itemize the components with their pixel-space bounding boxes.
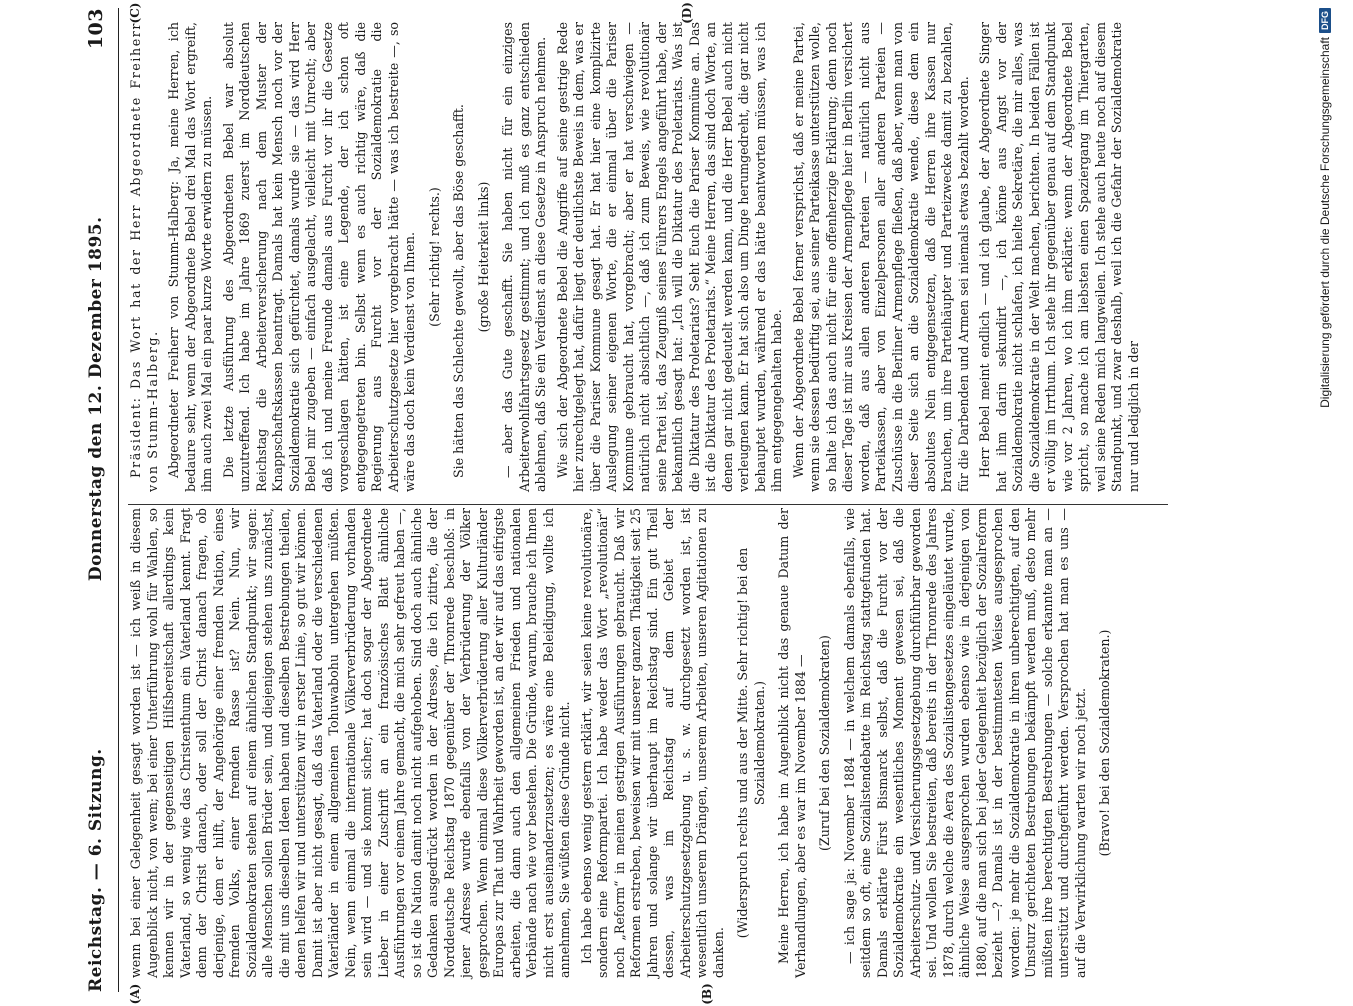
margin-marker-b: (B)	[700, 983, 714, 1005]
paragraph: Die letzte Ausführung des Abgeordneten Bebel war absolut unzutreffend. Ich habe im Jahre 1869 zuerst im Norddeutschen Reichstag die Arbeiterversicherung nach dem Muster der Knappschaftskassen beantragt. Damals hat kein Mensch noch vor der Sozialdemokratie sich gefürchtet, damals wurde sie — das wird Herr Bebel mir zugeben — einfach ausgelacht, vielleicht mit Unrecht; aber daß ich und meine Freunde damals aus Furcht vor ihr die Gesetze vorgeschlagen hätten, ist eine Legende, der ich schon oft entgegengetreten bin. Selbst wenn es auch richtig wäre, daß die Regierung aus Furcht vor der Sozialdemokratie die Arbeiterschutzgesetze hier vorgebracht hätte — was ich bestreite —, so wäre das doch kein Verdienst von Ihnen.	[220, 22, 417, 492]
paragraph: — aber das Gute geschafft. Sie haben nicht für ein einziges Arbeiterwohlfahrtsgesetz gestimmt; und ich muß es ganz entschieden ablehnen, daß Sie ein Verdienst an diese Gesetze in Anspruch nehmen.	[500, 22, 548, 492]
header-rule	[118, 8, 119, 992]
paragraph: Wie sich der Abgeordnete Bebel die Angriffe auf seine gestrige Rede hier zurechtgelegt hat, dafür liegt der deutlichste Beweis in dem, was er über die Pariser Kommune gesagt hat. Er hat hier eine komplizirte Auslegung seiner eigenen Worte, die er einmal über die Pariser Kommune gebraucht hat, vorgebracht; aber er hat verschwiegen — natürlich nicht absichtlich —, daß ich zum Beweis, wie revolutionär seine Partei ist, das Zeugniß seines Führers Engels angeführt habe, der bekanntlich gesagt hat: „Ich will die Diktatur des Proletariats. Was ist die Diktatur des Proletariats? Seht Euch die Pariser Kommüne an. Das ist die Diktatur des Proletariats.“ Meine Herren, das sind doch Worte, an denen gar nicht gedeutelt werden kann, und die Herr Bebel auch nicht verleugnen kann. Er hat sich also um Dinge herumgedreht, die gar nicht behauptet wurden, während er das hätte beantworten müssen, was ich ihm entgegengehalten habe.	[554, 22, 784, 492]
page-number: 103	[85, 8, 107, 50]
interjection: (Widerspruch rechts und aus der Mitte. Sehr richtig! bei den Sozialdemokraten.)	[735, 547, 767, 939]
paragraph: Meine Herren, ich habe im Augenblick nicht das genaue Datum der Verhandlungen, aber es war im November 1884 —	[776, 508, 808, 978]
interjection: (Sehr richtig! rechts.)	[426, 187, 442, 327]
paragraph: Ich habe ebenso wenig gestern erklärt, wir seien keine revolutionäre, sondern eine Reformpartei. Ich habe weder das Wort „revolutionär“ noch „Reform“ in meinen gestrigen Ausführungen gebraucht. Daß wir Reformen erstreben, beweisen wir mit unserer ganzen Thätigkeit seit 25 Jahren und solange wir überhaupt im Reichstag sind. Ein gut Theil dessen, was im Reichstag auf dem Gebiet der Arbeiterschutzgesetzgebung u. s. w. durchgesetzt worden ist, ist wesentlich unserem Drängen, unserem Arbeiten, unseren Agitationen zu danken.	[578, 508, 726, 978]
paragraph: wenn bei einer Gelegenheit gesagt worden ist — ich weiß in diesem Augenblick nicht, von wem; bei einer Unterführung wohl für Wahlen, so kennen wir in der gegenseitigen Hilfsbereitschaft allerdings kein Vaterland, so wenig wie das Christenthum ein Vaterland kennt. Fragt denn der Christ danach, oder soll der Christ danach fragen, ob derjenige, dem er hilft, der Angehörige einer fremden Nation, eines fremden Volks, einer fremden Rasse ist? Nein. Nun, wir Sozialdemokraten stehen auf einem ähnlichen Standpunkt; wir sagen: alle Menschen sollen Brüder sein, und diejenigen stehen uns zunächst, die mit uns dieselben Ideen haben und dieselben Bestrebungen theilen, denen helfen wir und unterstützen wir in erster Linie, so gut wir können. Damit ist aber nicht gesagt, daß das Vaterland oder die verschiedenen Vaterländer in einem allgemeinen Tohuwabohu untergehen müßten. Nein, wenn einmal die internationale Völkerverbrüderung vorhanden sein wird — und sie kommt sicher; hat doch sogar der Abgeordnete Lieber in einer Zuschrift an ein französisches Blatt ähnliche Ausführungen vor einem Jahre gemacht, die mich sehr gefreut haben —, so ist die Nation damit noch nicht aufgehoben. Sind doch auch ähnliche Gedanken ausgedrückt worden in der Adresse, die ich zitirte, die der Norddeutsche Reichstag 1870 gegenüber der Thronrede beschloß: in jener Adresse wurde ebenfalls von der Verbrüderung der Völker gesprochen. Wenn einmal diese Völkerverbrüderung aller Kulturländer Europas zur That und Wahrheit geworden ist, an der wir auf das eifrigste arbeiten, die dann auch den allgemeinen Frieden und nationalen Verbände nach wie vor bestehen. Die Gründe, warum, brauche ich Ihnen nicht erst auseinanderzusetzen; es wäre eine Beleidigung, wollte ich annehmen, Sie wüßten diese Gründe nicht.	[128, 508, 572, 978]
paragraph: Wenn der Abgeordnete Bebel ferner versprichst, daß er meine Partei, wenn sie dessen bedürftig sei, aus seiner Parteikasse unterstützen wolle, so halte ich das auch nicht für eine offenherzige Erklärung; denn noch dieser Tage ist mir aus Kreisen der Armenpflege hier in Berlin versichert worden, daß aus allen anderen Parteien — natürlich nicht aus Parteikassen, aber von Einzelpersonen aller anderen Parteien — Zuschüsse in die Berliner Armenpflege fließen, daß aber, wenn man von dieser Seite sich an die Sozialdemokratie wende, diese dem ein absolutes Nein entgegensetzen, daß die Herren ihre Kassen nur brauchen, um ihre Parteihäupter und Parteizwecke damit zu bezahlen, für die Darbenden und Armen sei niemals etwas bezahlt worden.	[790, 22, 971, 492]
paragraph: Herr Bebel meint endlich — und ich glaube, der Abgeordnete Singer hat ihm darin sekundirt —, ich könne aus Angst vor der Sozialdemokratie nicht schlafen, ich hielte Sekretäre, die mir alles, was die Sozialdemokratie in der Welt machen, berichten. In beiden Fällen ist er völlig im Irrthum. Ich stehe ihr gegenüber genau auf dem Standpunkt wie vor 2 Jahren, wo ich ihm erklärte: wenn der Abgeordnete Bebel spricht, so mache ich am liebsten einen Spaziergang im Thiergarten, weil seine Reden mich langweilen. Ich stehe auch heute noch auf diesem Standpunkt, und zwar deshalb, weil ich die Gefahr der Sozialdemokratie nur und lediglich in der	[977, 22, 1141, 492]
paragraph: Abgeordneter Freiherr von Stumm-Halberg: Ja, meine Herren, ich bedaure sehr, wenn der Abgeordnete Bebel drei Mal das Wort ergreift, ihm auch zwei Mal ein paar kurze Worte erwidern zu müssen.	[166, 22, 214, 492]
right-column	[128, 22, 1147, 492]
interjection: (große Heiterkeit links)	[475, 181, 491, 333]
interjection: (Bravo! bei den Sozialdemokraten.)	[1097, 629, 1112, 857]
paragraph: — ich sage ja: November 1884 — in welchem damals ebenfalls, wie seitdem so oft, eine Sozialistendebatte im Reichstag stattgefunden hat. Damals erklärte Fürst Bismarck selbst, daß die Furcht vor der Sozialdemokratie ein wesentliches Moment gewesen sei, daß die Arbeiterschutz- und Versicherungsgesetzgebung durchführbar geworden sei. Und wollen Sie bestreiten, daß bereits in der Thronrede des Jahres 1878, durch welche die Aera des Sozialistengesetzes eingeläutet wurde, ähnliche Weise ausgesprochen wurden ebenso wie in derjenigen von 1880, auf die man sich bei jeder Gelegenheit bezüglich der Sozialreform bezieht —? Damals ist in der bestimmtesten Weise ausgesprochen worden: je mehr die Sozialdemokratie in ihren unberechtigten, auf den Umsturz gerichteten Bestrebungen bekämpft werden muß, desto mehr müßten ihre berechtigten Bestrebungen — solche erkannte man an — unterstützt und durchgeführt werden. Versprochen hat man es uns — auf die Verwirklichung warten wir noch jetzt.	[841, 508, 1088, 978]
margin-marker-d: (D)	[680, 2, 694, 24]
margin-marker-a: (A)	[128, 983, 142, 1005]
digitization-credit	[1318, 8, 1332, 992]
interjection: (Zuruf bei den Sozialdemokraten)	[817, 635, 832, 851]
speaker-paragraph: Präsident: Das Wort hat der Herr Abgeordnete Freiherr von Stumm-Halberg.	[128, 22, 160, 492]
credit-text: Digitalisierung gefördert durch die Deutsche Forschungsgemeinschaft	[1318, 37, 1332, 408]
margin-marker-c: (C)	[128, 2, 142, 24]
header-date: Donnerstag den 12. Dezember 1895.	[86, 216, 106, 582]
left-column	[128, 508, 1122, 978]
dfg-logo: DFG	[1319, 8, 1331, 33]
header-session: Reichstag. — 6. Sitzung.	[86, 748, 106, 992]
page-header	[78, 8, 114, 992]
paragraph: Sie hätten das Schlechte gewollt, aber das Böse geschafft.	[451, 104, 466, 478]
column-divider	[128, 504, 1168, 505]
